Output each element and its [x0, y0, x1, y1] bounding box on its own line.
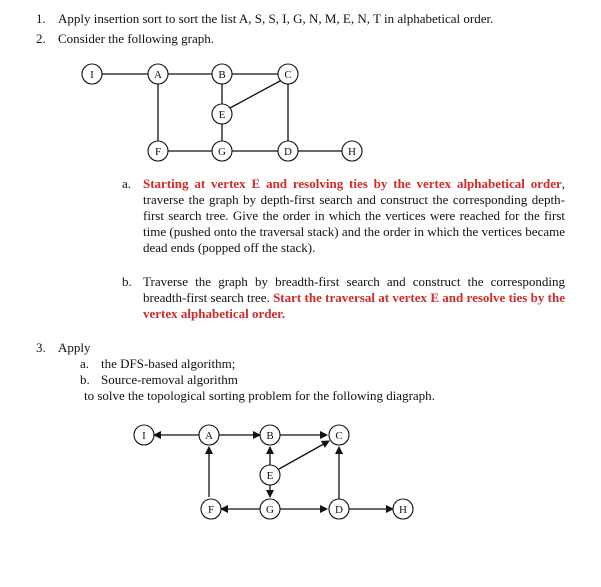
- q3b-text: Source-removal algorithm: [101, 372, 238, 387]
- digraph-node-g: [260, 499, 280, 519]
- svg-text:A: A: [205, 430, 213, 442]
- svg-text:G: G: [218, 146, 226, 158]
- digraph-node-f: [201, 499, 221, 519]
- digraph-node-b: [260, 425, 280, 445]
- svg-text:C: C: [335, 430, 343, 442]
- svg-text:B: B: [266, 430, 274, 442]
- svg-text:I: I: [142, 430, 146, 442]
- digraph-node-d: [329, 499, 349, 519]
- svg-text:G: G: [266, 504, 274, 516]
- q1-number: 1.: [36, 11, 46, 26]
- svg-text:I: I: [90, 69, 94, 81]
- digraph-node-a: [199, 425, 219, 445]
- svg-text:H: H: [348, 146, 356, 158]
- q2b-body-text: Traverse the graph by breadth-first search and construct the corresponding breadth-first search tree.: [143, 274, 565, 305]
- q2a-marker: a.: [122, 176, 132, 191]
- svg-text:B: B: [218, 69, 226, 81]
- q2b-red-instruction: Start the traversal at vertex E and resolve ties by the vertex alphabetical order.: [143, 290, 565, 321]
- q2b-marker: b.: [122, 274, 132, 289]
- digraph-node-e: [260, 465, 280, 485]
- q2-text: Consider the following graph.: [58, 31, 214, 46]
- svg-text:F: F: [154, 146, 162, 158]
- q1-text: Apply insertion sort to sort the list A, S, S, I, G, N, M, E, N, T in alphabetical order.: [58, 11, 494, 26]
- svg-text:A: A: [154, 69, 162, 81]
- q3a-text: the DFS-based algorithm;: [101, 356, 236, 371]
- q3-tail-text: to solve the topological sorting problem for the following diagraph.: [84, 388, 435, 403]
- svg-text:E: E: [266, 470, 274, 482]
- q2a-red-instruction: Starting at vertex E and resolving ties by the vertex alphabetical order: [143, 176, 562, 191]
- q3-number: 3.: [36, 340, 46, 355]
- q3b-marker: b.: [80, 372, 90, 387]
- svg-text:E: E: [218, 109, 226, 121]
- digraph-node-c: [329, 425, 349, 445]
- q3a-marker: a.: [80, 356, 90, 371]
- q3-text: Apply: [58, 340, 91, 355]
- q2a-body-text: , traverse the graph by depth-first search and construct the corresponding depth-first search tree. Give the order in which the vertices were reached for the first time (pushed onto the traversal stack) and the order in which the vertices became dead ends (popped off the stack).: [143, 176, 565, 255]
- svg-text:D: D: [284, 146, 292, 158]
- svg-text:C: C: [284, 69, 292, 81]
- digraph-node-i: [134, 425, 154, 445]
- dedge-e-c: [279, 441, 329, 469]
- svg-text:D: D: [335, 504, 343, 516]
- digraph-node-h: [393, 499, 413, 519]
- q2-number: 2.: [36, 31, 46, 46]
- svg-text:F: F: [207, 504, 215, 516]
- svg-text:H: H: [399, 504, 407, 516]
